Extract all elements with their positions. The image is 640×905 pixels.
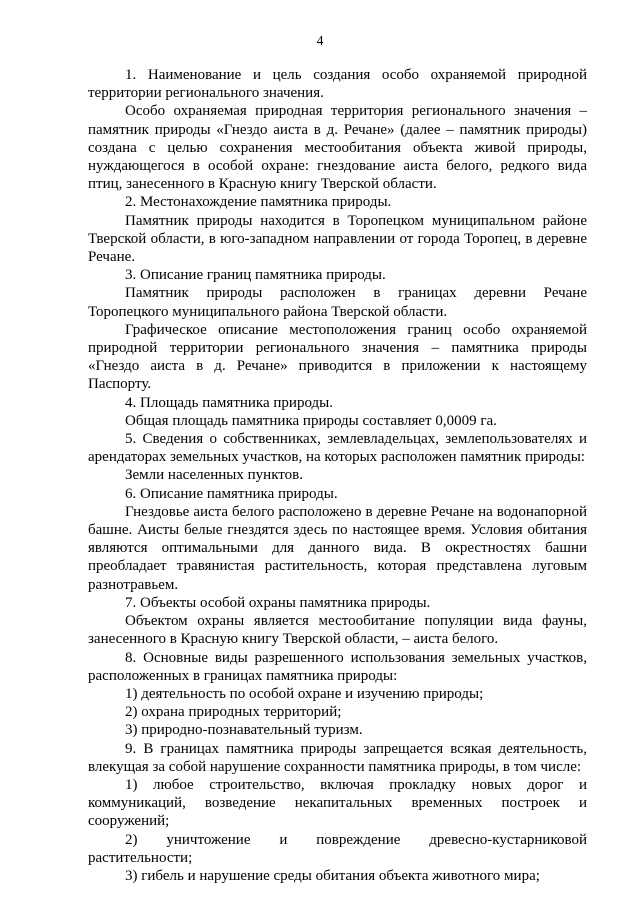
- paragraph-12: 6. Описание памятника природы.: [125, 485, 338, 502]
- paragraph-5: 3. Описание границ памятника природы.: [125, 267, 386, 284]
- paragraph-14: 7. Объекты особой охраны памятника природы.: [125, 594, 431, 611]
- paragraph-7: Графическое описание местоположения границ особо охраняемой природной территории регионального значения – памятника природы «Гнездо аиста в д. Речане» приводится в приложении к настоящему Паспорту.: [88, 321, 587, 393]
- paragraph-19: 3) природно-познавательный туризм.: [125, 722, 363, 739]
- paragraph-8: 4. Площадь памятника природы.: [125, 394, 333, 411]
- paragraph-22: 2) уничтожение и повреждение древесно-кустарниковой растительности;: [88, 831, 587, 866]
- paragraph-23: 3) гибель и нарушение среды обитания объекта животного мира;: [125, 867, 540, 884]
- paragraph-9: Общая площадь памятника природы составляет 0,0009 га.: [125, 412, 497, 429]
- paragraph-3: 2. Местонахождение памятника природы.: [125, 194, 392, 211]
- paragraph-11: Земли населенных пунктов.: [125, 467, 303, 484]
- paragraph-2: Особо охраняемая природная территория регионального значения – памятник природы «Гнездо аиста в д. Речане» (далее – памятник природы) создана с целью сохранения местообитания объекта живой природы, нуждающегося в особой охране: гнездование аиста белого, редкого вида птиц, занесенного в Красную книгу Тверской области.: [88, 103, 587, 193]
- paragraph-15: Объектом охраны является местообитание популяции вида фауны, занесенного в Красную книгу Тверской области, – аиста белого.: [88, 613, 587, 648]
- paragraph-1: 1. Наименование и цель создания особо охраняемой природной территории регионального значения.: [88, 67, 587, 102]
- paragraph-18: 2) охрана природных территорий;: [125, 704, 342, 721]
- paragraph-4: Памятник природы находится в Торопецком муниципальном районе Тверской области, в юго-западном направлении от города Торопец, в деревне Речане.: [88, 212, 587, 266]
- paragraph-10: 5. Сведения о собственниках, землевладельцах, землепользователях и арендаторах земельных участков, на которых расположен памятник природы:: [88, 431, 587, 466]
- page-number: 4: [316, 34, 324, 49]
- document-body: [88, 66, 587, 885]
- paragraph-13: Гнездовье аиста белого расположено в деревне Речане на водонапорной башне. Аисты белые гнездятся здесь по настоящее время. Условия обитания являются оптимальными для данного вида. В окрестностях башни преобладает травянистая растительность, которая представлена луговым разнотравьем.: [88, 503, 587, 593]
- paragraph-21: 1) любое строительство, включая прокладку новых дорог и коммуникаций, возведение некапитальных временных построек и сооружений;: [88, 776, 587, 830]
- paragraph-16: 8. Основные виды разрешенного использования земельных участков, расположенных в границах памятника природы:: [88, 649, 587, 684]
- paragraph-17: 1) деятельность по особой охране и изучению природы;: [125, 685, 484, 702]
- paragraph-20: 9. В границах памятника природы запрещается всякая деятельность, влекущая за собой нарушение сохранности памятника природы, в том числе:: [88, 740, 587, 775]
- paragraph-6: Памятник природы расположен в границах деревни Речане Торопецкого муниципального района Тверской области.: [88, 285, 587, 320]
